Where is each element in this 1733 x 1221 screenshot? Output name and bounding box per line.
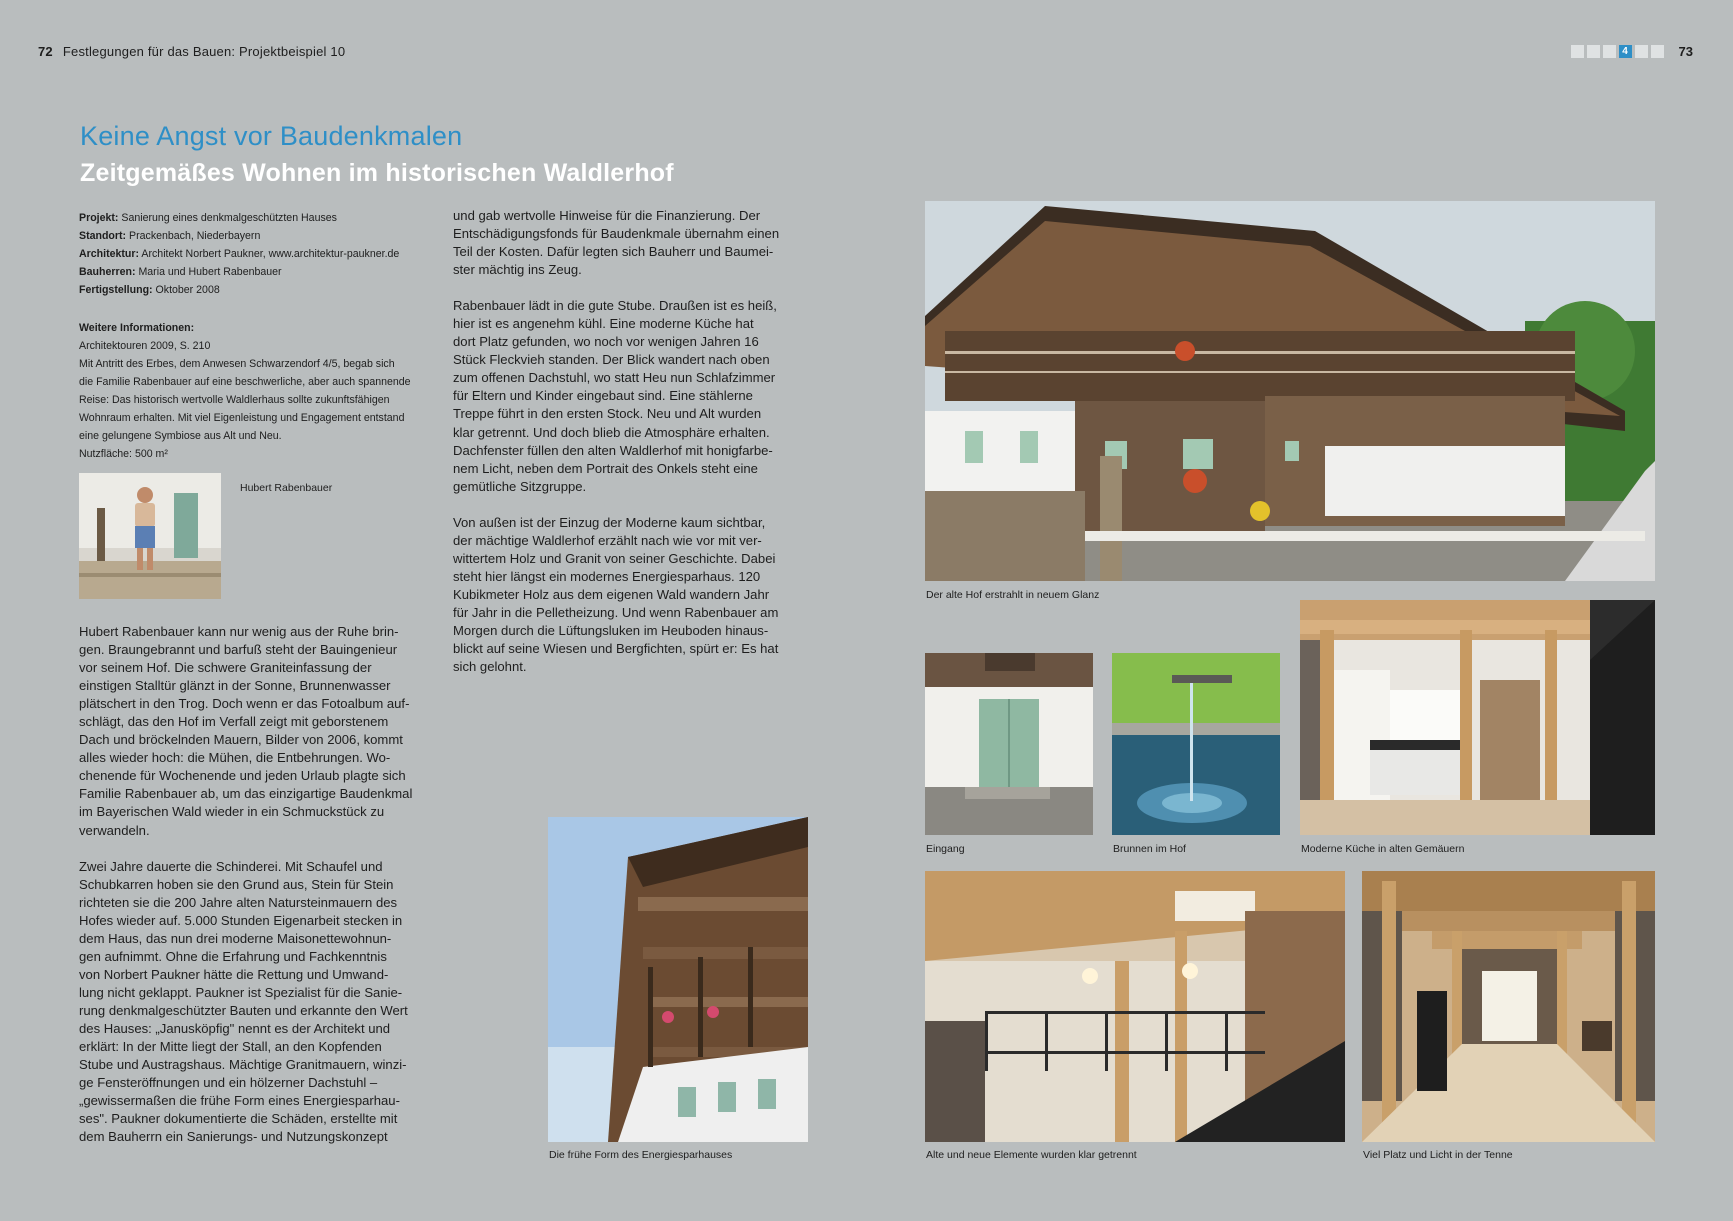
article-title: Zeitgemäßes Wohnen im historischen Waldlerhof [80, 159, 674, 187]
body-column-2 [453, 207, 813, 694]
left-running-title: Festlegungen für das Bauen: Projektbeispiel 10 [62, 44, 346, 59]
chapter-marker [1603, 45, 1616, 58]
more-info-line: die Familie Rabenbauer auf eine beschwerliche, aber auch spannende [79, 376, 411, 388]
fact-row: Architektur: Architekt Norbert Paukner, www.architektur-paukner.de [79, 248, 400, 260]
facade-photo [548, 817, 808, 1142]
paragraph: und gab wertvolle Hinweise für die Finanzierung. Der Entschädigungsfonds für Baudenkmale übernahm einen Teil der Kosten. Dafür legten sich Bauherr und Baumei- ster mächtig ins Zeug. [453, 208, 780, 278]
gallery-photo [925, 871, 1345, 1142]
fact-row: Standort: Prackenbach, Niederbayern [79, 230, 261, 242]
chapter-marker [1635, 45, 1648, 58]
left-page-header [38, 44, 345, 59]
usable-area: Nutzfläche: 500 m² [79, 448, 168, 460]
more-info-line: Reise: Das historisch wertvolle Waldlerhaus sollte zukunftsfähigen [79, 394, 390, 406]
kitchen-caption: Moderne Küche in alten Gemäuern [1301, 843, 1465, 855]
tenne-caption: Viel Platz und Licht in der Tenne [1363, 1149, 1513, 1161]
right-page-number: 73 [1678, 44, 1693, 59]
portrait-caption: Hubert Rabenbauer [240, 482, 333, 494]
more-info-line: Wohnraum erhalten. Mit viel Eigenleistung und Engagement entstand [79, 412, 405, 424]
article-kicker: Keine Angst vor Baudenkmalen [80, 121, 463, 151]
kitchen-photo [1300, 600, 1655, 835]
fact-row: Projekt: Sanierung eines denkmalgeschützten Hauses [79, 212, 337, 224]
fountain-photo [1112, 653, 1280, 835]
entrance-photo [925, 653, 1093, 835]
more-info-heading: Weitere Informationen: [79, 322, 195, 334]
gallery-caption: Alte und neue Elemente wurden klar getrennt [926, 1149, 1137, 1161]
chapter-marker [1587, 45, 1600, 58]
more-info-line: Architektouren 2009, S. 210 [79, 340, 211, 352]
body-column-1 [79, 623, 437, 1164]
farmhouse-main-photo [925, 201, 1655, 581]
tenne-photo [1362, 871, 1655, 1142]
left-page-number: 72 [38, 44, 53, 59]
paragraph: Hubert Rabenbauer kann nur wenig aus der Ruhe brin- gen. Braungebrannt und barfuß steht der Bauingenieur vor seinem Hof. Die schwere Graniteinfassung der einstigen Stalltür glänzt in der Sonne, Brunnenwasser plätschert in den Trog. Doch wenn er das Fotoalbum auf- schlägt, das den Hof im Verfall zeigt mit geborstenem Dach und bröckelnden Mauern, Bilder von 2006, kommt alles wieder hoch: die Mühen, die Entbehrungen. Wo- chenende für Wochenende und jeden Urlaub plagte sich Familie Rabenbauer ab, um das einzigartige Baudenkmal im Bayerischen Wald wieder in ein Schmuckstück zu verwandeln. [79, 624, 413, 838]
fact-row: Bauherren: Maria und Hubert Rabenbauer [79, 266, 282, 278]
paragraph: Zwei Jahre dauerte die Schinderei. Mit Schaufel und Schubkarren hoben sie den Grund aus, Stein für Stein richteten sie die 200 Jahre alten Natursteinmauern des Hofes wieder auf. 5.000 Stunden Eigenarbeit stecken in dem Haus, das nun drei moderne Maisonettewohnun- gen aufnimmt. Ohne die Erfahrung und Fachkenntnis von Norbert Paukner hätte die Rettung und Umwand- lung nicht geklappt. Paukner ist Spezialist für die Sanie- rung denkmalgeschützter Bauten und erkannte den Wert des Hauses: „Janusköpfig" nennt es der Architekt und erklärt: In der Mitte liegt der Stall, an den Kopfenden Stube und Austragshaus. Mächtige Granitmauern, winzi- ge Fensteröffnungen und ein hölzerner Dachstuhl – „gewissermaßen die frühe Form eines Energiesparhau- ses". Paukner dokumentierte die Schäden, erstellte mit dem Bauherrn ein Sanierungs- und Nutzungskonzept [79, 858, 408, 1145]
chapter-marker [1651, 45, 1664, 58]
chapter-navigation [1571, 44, 1693, 59]
more-info-line: eine gelungene Symbiose aus Alt und Neu. [79, 430, 282, 442]
fountain-caption: Brunnen im Hof [1113, 843, 1186, 855]
paragraph: Rabenbauer lädt in die gute Stube. Draußen ist es heiß, hier ist es angenehm kühl. Eine moderne Küche hat dort Platz gefunden, wo noch vor wenigen Jahren 16 Stück Fleckvieh standen. Der Blick wandert nach oben zum offenen Dachstuhl, wo statt Heu nun Schlafzimmer für Eltern und Kinder eingebaut sind. Eine stählerne Treppe führt in den ersten Stock. Neu und Alt wurden klar getrennt. Und doch blieb die Atmosphäre erhalten. Dachfenster füllen den alten Waldlerhof mit honigfarbe- nem Licht, neben dem Portrait des Onkels steht eine gemütliche Sitzgruppe. [453, 298, 777, 494]
paragraph: Von außen ist der Einzug der Moderne kaum sichtbar, der mächtige Waldlerhof erzählt nach wie vor mit ver- wittertem Holz und Granit von seiner Geschichte. Dabei steht hier längst ein modernes Energiesparhaus. 120 Kubikmeter Holz aus dem eigenen Wald wandern Jahr für Jahr in die Pelletheizung. Und wenn Rabenbauer am Morgen durch die Lüftungsluken im Heuboden hinaus- blickt auf seine Wiesen und Bergfichten, spürt er: Es hat sich gelohnt. [453, 514, 779, 675]
main-photo-caption: Der alte Hof erstrahlt in neuem Glanz [926, 589, 1100, 601]
entrance-caption: Eingang [926, 843, 965, 855]
more-information [79, 319, 439, 463]
more-info-line: Mit Antritt des Erbes, dem Anwesen Schwarzendorf 4/5, begab sich [79, 358, 395, 370]
chapter-marker-active: 4 [1619, 45, 1632, 58]
project-facts [79, 209, 439, 299]
chapter-marker [1571, 45, 1584, 58]
facade-caption: Die frühe Form des Energiesparhauses [549, 1149, 733, 1161]
fact-row: Fertigstellung: Oktober 2008 [79, 284, 220, 296]
portrait-photo [79, 473, 221, 599]
